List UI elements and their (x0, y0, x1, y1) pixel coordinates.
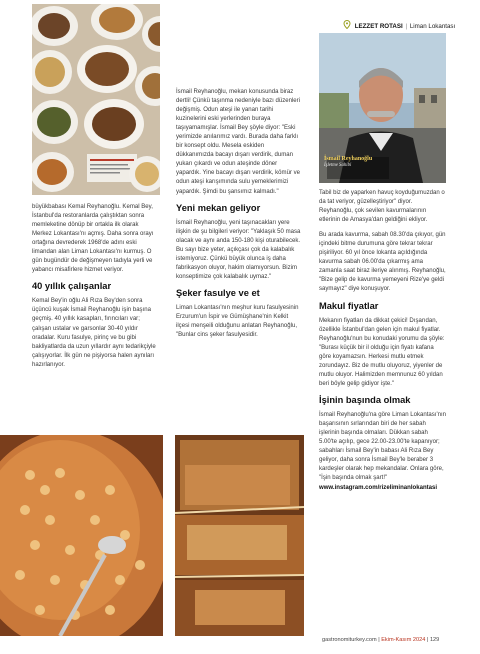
col2-paragraph-2: İsmail Reyhanoğlu, yeni taşınacakları yere ilişkin de şu bilgileri veriyor: "Yaklaşık 50 masa olacak ve aynı anda 150-180 kişi oturabilecek. Bu sayı bize yeter, açıkçası çok da kalabalık istemiyoruz. Çünkü büyük olunca iş daha fabrikasyon oluyor, hakim olamıyorsun. Bizim konseptimize çok kalabalık uymaz." (176, 219, 301, 280)
beans-photo (0, 435, 163, 636)
col1-paragraph: Kemal Bey'in oğlu Ali Rıza Bey'den sonra üçüncü kuşak İsmail Reyhanoğlu işin başına geçmiş. 40 yıllık kasapları, fırıncıları var; çalışan ustalar ve garsonlar 30-40 yıldır oradalar. Kuru fasulye, pirinç ve bu gibi bakliyatlarda da uzun yıllardır aynı tedarikçiyle çalışıyorlar. İlk gün ne pişiyorsa halen aynıları hazırlanıyor. (32, 298, 156, 368)
heading-yeni-mekan: Yeni mekan geliyor (176, 202, 261, 213)
col2-paragraph-1: İsmail Reyhanoğlu, mekan konusunda biraz dertli! Çünkü taşınma nedeniyle bazı düzenleri değişmiş. Odun ateşi ile yanan tarihi kuzinelerini eski yerlerinden buraya taşıyamamışlar. İsmail Bey şöyle diyor: "Eski yerimizde anılarımız vardı. Burada daha farklı bir konsept oldu. Mesela eskiden dükkanımızda bacayı dışarı verdirik, duman yukarı çıkardı ve odun ateşinde döner yapardık. Yine bacayı dışarı verdirik, kömür ve odun ateşi karışımında sulu yemeklerimizi yapardık. Şimdi bu şansımız kalmadı." (176, 89, 301, 195)
col3-paragraph-2: Bu arada kavurma, sabah 08.30'da çıkıyor, gün içindeki bitme durumuna göre tekrar tekrar pişiriliyor. 60 yıl önce lokanta açıldığında kavurma sabah 06.00'da çıkarmış ama zamanla saat biraz ileriye alınmış. Reyhanoğlu, "Bize gelip de kavurma yemeyeni Rize'ye geldi saymayız" diye konuşuyor. (319, 232, 446, 293)
heading-seker-fasulye: Şeker fasulye ve et (176, 287, 260, 298)
caption-role: İşletme Sahibi (324, 163, 352, 168)
col3-paragraph-3: Mekanın fiyatları da dikkat çekici! Dışarıdan, özellikle İstanbul'dan gelen için makul fiyatlar. Reyhanoğlu'nun bu konudaki yorumu da şöyle: "Burası küçük bir il olduğu için fiyatı kafana göre koyamazsın. Herkesi mutlu etmek zorundayız. Biz de mutlu oluyoruz, yiyenler de mutlu oluyor. Halimizden memnunuz 60 yıldan beri böyle gelip gidiyor işte." (319, 317, 445, 387)
heading-40-yillik: 40 yıllık çalışanlar (32, 281, 112, 292)
food-spread-photo (32, 4, 160, 195)
column-1 (32, 203, 160, 376)
caption-name: İsmail Reyhanoğlu (324, 156, 373, 162)
header-separator: | (405, 23, 408, 30)
col3-paragraph-1: Tabil biz de yaparken havuç koyduğumuzdan o da tat veriyor, güzelleştiriyor" diyor. Reyhanoğlu, çok sevilen kavurmalarının etlerinin de Amasya'dan geldiğini ekliyor. (319, 190, 445, 224)
page-number: 129 (429, 637, 440, 643)
column-2 (176, 88, 303, 346)
section-title: LEZZET ROTASI (354, 23, 403, 30)
col3-paragraph-4: İsmail Reyhanoğlu'na göre Liman Lokantası'nın başarısının sırlarından biri de her sabah işlerinin başında olmaları. Dükkan sabah 5.00'te açılıp, gece 22.00-23.00'te kapanıyor; sabahları İsmail Bey'in babası Ali Rıza Bey geliyor, daha sonra İsmail Bey'le beraber 3 kardeşler olarak hep mekandalar. Onlara göre, "İşin başında olmak şart!" (319, 411, 447, 482)
footer-issue: Ekim-Kasım 2024 (381, 637, 426, 643)
heading-makul-fiyatlar: Makul fiyatlar (319, 300, 379, 311)
pastry-photo (175, 435, 304, 636)
heading-isinin-basinda: İşinin başında olmak (319, 394, 411, 405)
footer-site: gastronomiturkey.com (322, 637, 377, 643)
col2-paragraph-3: Liman Lokantası'nın meşhur kuru fasulyesinin Erzurum'un İspir ve Gümüşhane'nin Kelkit ilçesi menşeili olduğunu anlatan Reyhanoğlu, "Bunlar cins şeker fasulyesidir. (176, 304, 299, 339)
footer-sep-1: | (378, 637, 380, 643)
footer-sep-2: | (426, 637, 429, 643)
portrait-caption (324, 156, 384, 169)
page-footer (322, 637, 439, 644)
column-3 (319, 189, 447, 493)
col1-intro: büyükbabası Kemal Reyhanoğlu. Kemal Bey, İstanbul'da restoranlarda çalıştıktan sonra memleketine dönüp bir ortakla ilk olarak Merkez Lokantası'nı açmış. Daha sonra orayı ortağına devrederek 1968'de adını eski limandan alan Liman Lokantası'nı kurmuş. O gün bugündür de değişmeyen tadıyla yerli ve yabancı misafirlere hizmet veriyor. (32, 204, 154, 274)
map-pin-icon (343, 20, 351, 29)
section-header (343, 20, 455, 31)
instagram-link[interactable]: www.instagram.com/rizeliminanlokantasi (319, 485, 438, 492)
section-subtitle: Liman Lokantası (409, 23, 456, 30)
